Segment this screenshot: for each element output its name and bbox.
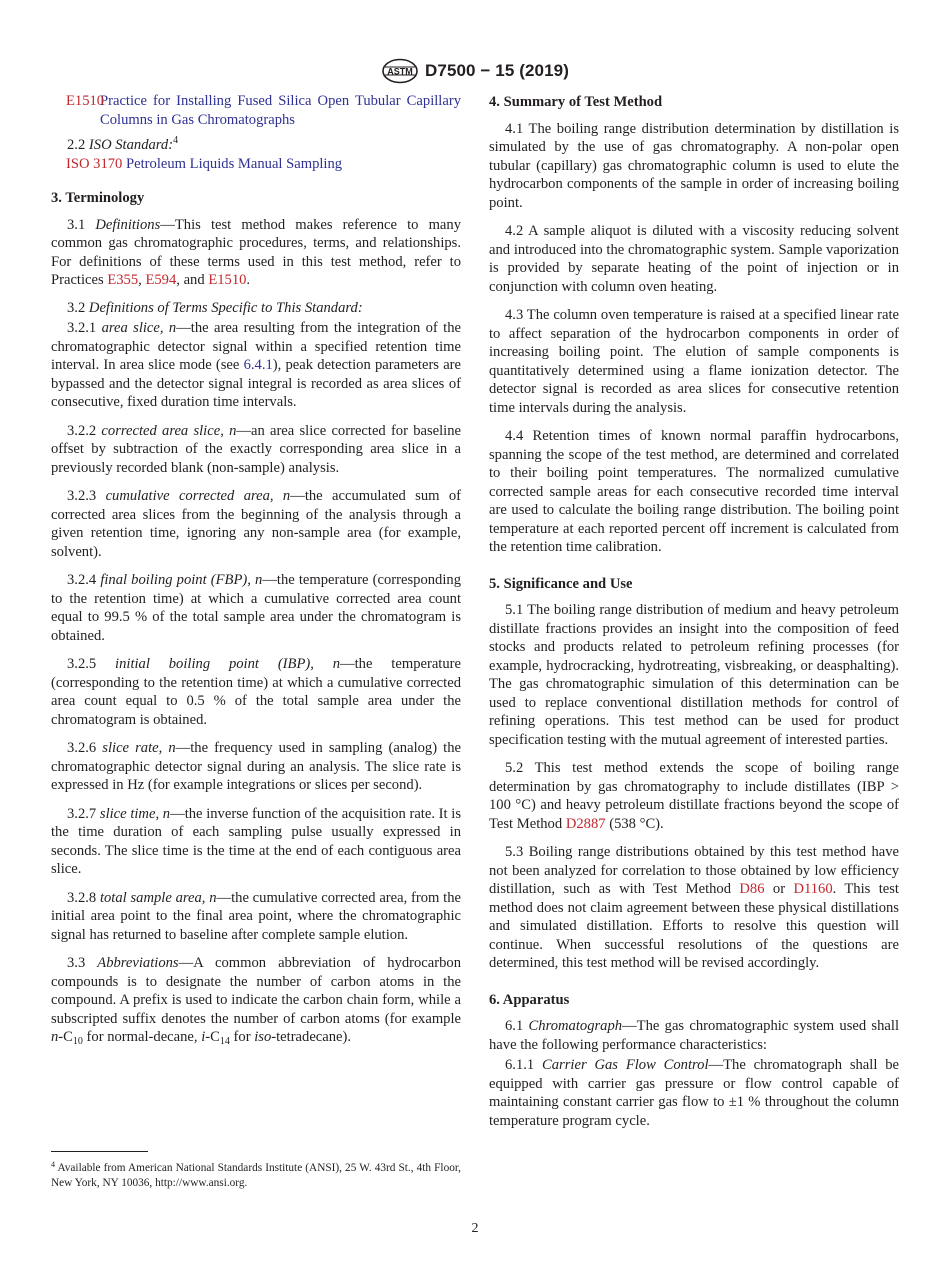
paragraph-5-2: 5.2 This test method extends the scope of boiling range determination by gas chromatography to include distillates (IBP > 100 °C) and heavy petroleum distillate fractions beyond the scope of Test Method D2887 (538 °C). bbox=[489, 760, 899, 832]
reference-link[interactable]: D2887 bbox=[565, 815, 606, 832]
paragraph-4-3: 4.3 The column oven temperature is raised at a specified linear rate to affect separation of the hydrocarbon components in order of increasing boiling point. The elution of sample components is quantitatively determined using a flame ionization detector. The detector signal is recorded as area slices for consecutive retention time intervals during the analysis. bbox=[489, 307, 899, 416]
reference-iso-3170 bbox=[51, 155, 461, 174]
footnote-divider bbox=[51, 1151, 148, 1152]
section-link[interactable]: 6.4.1 bbox=[243, 357, 273, 373]
reference-code-link[interactable]: E1510 bbox=[66, 93, 105, 109]
right-column bbox=[489, 92, 899, 1130]
paragraph-3-2-6: 3.2.6 slice rate, n—the frequency used in sampling (analog) the chromatographic detector signal during an analysis. The slice rate is expressed in Hz (for example integrations or slices per second). bbox=[51, 740, 461, 793]
reference-title-link[interactable]: Practice for Installing Fused Silica Open Tubular Capillary Columns in Gas Chromatographs bbox=[100, 93, 461, 128]
reference-code-link[interactable]: ISO 3170 bbox=[66, 155, 123, 172]
paragraph-6-1: 6.1 Chromatograph—The gas chromatographic system used shall have the following performance characteristics: bbox=[489, 1018, 899, 1053]
paragraph-3-2-1: 3.2.1 area slice, n—the area resulting from the integration of the chromatographic detector signal within a specified retention time interval. In area slice mode (see 6.4.1), peak detection parameters are bypassed and the detector signal integral is recorded as area slices of consecutive, fixed duration time intervals. bbox=[51, 320, 462, 410]
paragraph-3-2-2: 3.2.2 corrected area slice, n—an area slice corrected for baseline offset by subtraction of the exactly corresponding area slice in a previously recorded blank (non-sample) analysis. bbox=[51, 422, 462, 476]
page-number: 2 bbox=[471, 1221, 479, 1236]
paragraph-3-2: 3.2 Definitions of Terms Specific to This Standard: bbox=[67, 299, 363, 316]
paragraph-3-2-7: 3.2.7 slice time, n—the inverse function of the acquisition rate. It is the time duration of each sampling pulse usually expressed in seconds. The slice time is the time at the end of each contiguous area slice. bbox=[51, 805, 462, 877]
reference-link[interactable]: D1160 bbox=[793, 881, 833, 897]
reference-link[interactable]: D86 bbox=[739, 881, 765, 897]
astm-logo-icon bbox=[381, 58, 419, 84]
paragraph-3-2-3: 3.2.3 cumulative corrected area, n—the accumulated sum of corrected area slices from the beginning of the analysis through a given retention time, ignoring any non-sample area (for example, solvent). bbox=[51, 488, 461, 560]
document-designation: D7500 − 15 (2019) bbox=[425, 61, 569, 80]
paragraph-5-1: 5.1 The boiling range distribution of medium and heavy petroleum distillate fractions provides an insight into the composition of feed stocks and products related to petroleum refining processes (for example, hydrocracking, hydrotreating, visbreaking, or deasphalting). The gas chromatographic simulation of this determination can be used to replace conventional distillation methods for control of refining operations. This test method can be used for product specification testing with the mutual agreement of interested parties. bbox=[489, 602, 899, 748]
section-3-heading: 3. Terminology bbox=[51, 190, 145, 206]
paragraph-3-2-8: 3.2.8 total sample area, n—the cumulative corrected area, from the initial area point to the final area point, where the chromatographic signal has returned to baseline after complete sample elution. bbox=[51, 889, 461, 943]
section-2-2-heading: 2.2 ISO Standard:$^4$ bbox=[67, 135, 179, 153]
svg-text:ASTM: ASTM bbox=[387, 66, 413, 77]
page-header bbox=[0, 58, 950, 84]
footnote-ref[interactable]: 4 bbox=[173, 135, 179, 146]
paragraph-6-1-1: 6.1.1 Carrier Gas Flow Control—The chromatograph shall be equipped with carrier gas pressure or flow control capable of maintaining constant carrier gas flow to ±1 % throughout the column temperature program cycle. bbox=[489, 1057, 899, 1129]
section-6-heading: 6. Apparatus bbox=[489, 991, 570, 1008]
left-column bbox=[51, 92, 461, 1047]
reference-title-link[interactable]: Petroleum Liquids Manual Sampling bbox=[126, 155, 343, 172]
paragraph-3-1: 3.1 Definitions—This test method makes reference to many common gas chromatographic procedures, terms, and relationships. For definitions of these terms used in this test method, refer to Practices E355, E594, and E1510. bbox=[51, 216, 461, 288]
paragraph-4-4: 4.4 Retention times of known normal paraffin hydrocarbons, spanning the scope of the test method, are determined and correlated to their boiling point temperatures. The normalized cumulative corrected sample areas for each consecutive recorded time interval are used to calculate the boiling range distribution. The boiling point temperature at each reported percent off increment is calculated from the retention time calibration. bbox=[489, 428, 899, 555]
reference-link[interactable]: E1510 bbox=[208, 272, 247, 288]
reference-link[interactable]: E594 bbox=[145, 272, 177, 288]
reference-link[interactable]: E355 bbox=[107, 272, 139, 288]
reference-e1510 bbox=[51, 92, 461, 129]
paragraph-3-2-5: 3.2.5 initial boiling point (IBP), n—the temperature (corresponding to the retention time) at which a cumulative corrected area count equal to 0.5 % of the total sample area under the chromatogram is obtained. bbox=[51, 656, 461, 728]
section-4-heading: 4. Summary of Test Method bbox=[489, 94, 663, 110]
paragraph-4-2: 4.2 A sample aliquot is diluted with a viscosity reducing solvent and introduced into the chromatographic system. Sample vaporization is provided by separate heating of the point of injection or in conjunction with column oven heating. bbox=[489, 223, 899, 295]
paragraph-4-1: 4.1 The boiling range distribution determination by distillation is simulated by the use of gas chromatography. A non-polar open tubular (capillary) gas chromatographic column is used to elute the hydrocarbon components of the sample in order of increasing boiling point. bbox=[489, 120, 899, 211]
paragraph-3-2-4: 3.2.4 final boiling point (FBP), n—the temperature (corresponding to the retention time) at which a cumulative corrected area count equal to 99.5 % of the total sample area under the chromatogram is obtained. bbox=[51, 572, 461, 644]
footnote-4: $^4$ Available from American National Standards Institute (ANSI), 25 W. 43rd St., 4th Floor, New York, NY 10036, http://www.ansi.org. bbox=[51, 1160, 461, 1189]
paragraph-5-3: 5.3 Boiling range distributions obtained by this test method have not been analyzed for correlation to those obtained by low efficiency distillation, such as with Test Method D86 or D1160. This test method does not claim agreement between these physical distillations and simulated distillation. Efforts to resolve this question will continue. When successful resolutions of the questions are determined, this test method will be revised accordingly. bbox=[489, 844, 899, 971]
paragraph-3-3: 3.3 Abbreviations—A common abbreviation of hydrocarbon compounds is to designate the number of carbon atoms in the compound. A prefix is used to indicate the carbon chain form, while a subscripted suffix denotes the number of carbon atoms (for example $n-C_{10}$ for normal-decane, $i-C_{14}$ for iso-tetradecane). bbox=[51, 955, 461, 1047]
section-5-heading: 5. Significance and Use bbox=[489, 575, 633, 592]
